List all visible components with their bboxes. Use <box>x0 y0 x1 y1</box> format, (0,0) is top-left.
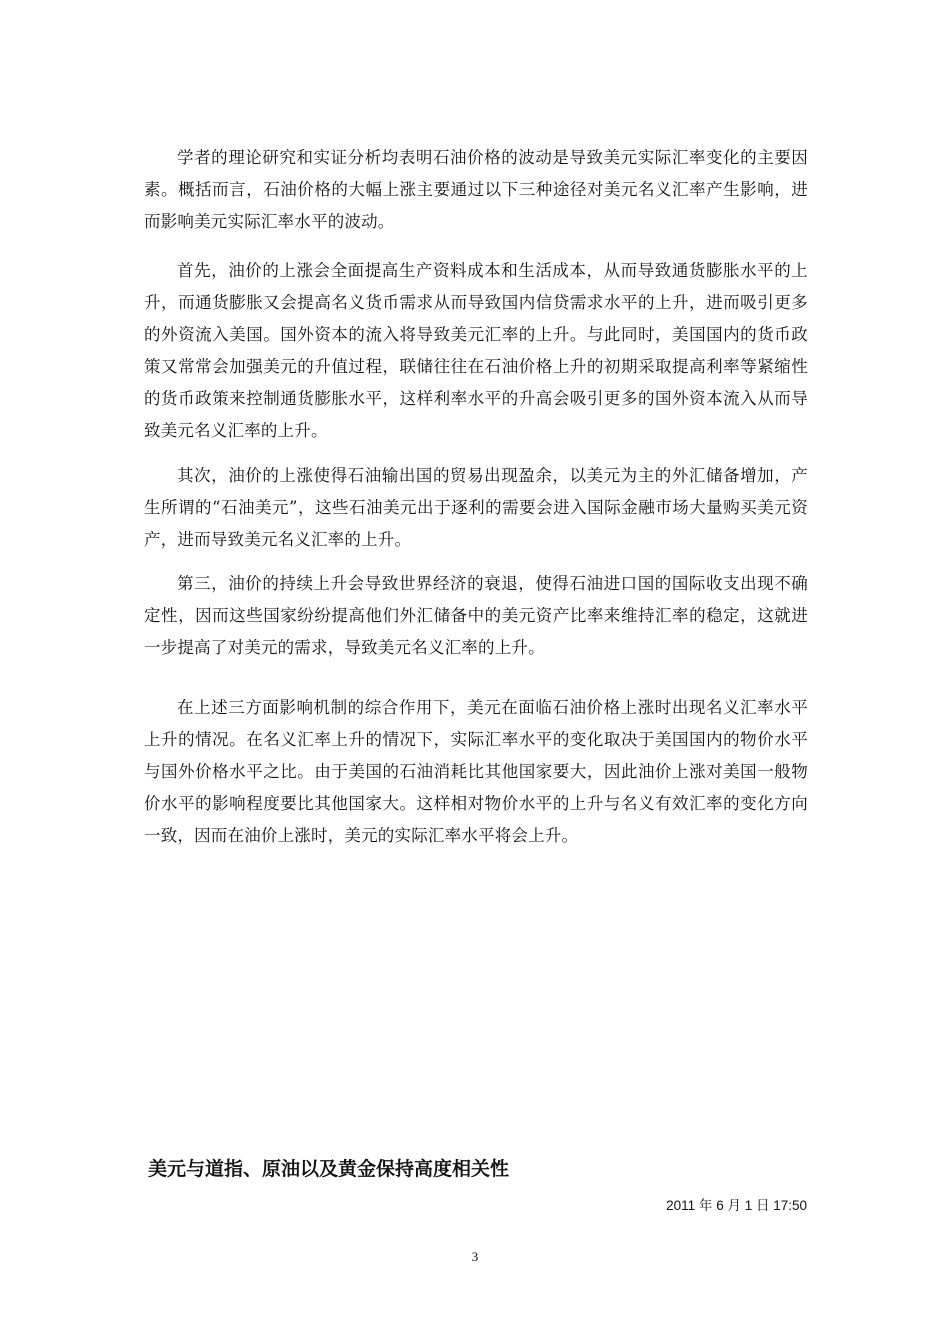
article-title: 美元与道指、原油以及黄金保持高度相关性 <box>148 1158 510 1180</box>
paragraph-third-mechanism: 第三，油价的持续上升会导致世界经济的衰退，使得石油进口国的国际收支出现不确定性，因而这些国家纷纷提高他们外汇储备中的美元资产比率来维持汇率的稳定，这就进一步提高了对美元的需求，导致美元名义汇率的上升。 <box>144 574 808 657</box>
paragraph-second-mechanism: 其次，油价的上涨使得石油输出国的贸易出现盈余，以美元为主的外汇储备增加，产生所谓的“石油美元”，这些石油美元出于逐利的需要会进入国际金融市场大量购买美元资产，进而导致美元名义汇率的上升。 <box>144 466 808 549</box>
article-timestamp: 2011 年 6 月 1 日 17:50 <box>666 1198 807 1213</box>
paragraph-oil-price-overview: 学者的理论研究和实证分析均表明石油价格的波动是导致美元实际汇率变化的主要因素。概括而言，石油价格的大幅上涨主要通过以下三种途径对美元名义汇率产生影响，进而影响美元实际汇率水平的波动。 <box>144 148 808 231</box>
paragraph-first-mechanism: 首先，油价的上涨会全面提高生产资料成本和生活成本，从而导致通货膨胀水平的上升，而通货膨胀又会提高名义货币需求从而导致国内信贷需求水平的上升，进而吸引更多的外资流入美国。国外资本的流入将导致美元汇率的上升。与此同时，美国国内的货币政策又常常会加强美元的升值过程，联储往往在石油价格上升的初期采取提高利率等紧缩性的货币政策来控制通货膨胀水平，这样利率水平的升高会吸引更多的国外资本流入从而导致美元名义汇率的上升。 <box>144 261 808 440</box>
page-number: 3 <box>471 1249 479 1264</box>
paragraph-conclusion: 在上述三方面影响机制的综合作用下，美元在面临石油价格上涨时出现名义汇率水平上升的情况。在名义汇率上升的情况下，实际汇率水平的变化取决于美国国内的物价水平与国外价格水平之比。由于美国的石油消耗比其他国家要大，因此油价上涨对美国一般物价水平的影响程度要比其他国家大。这样相对物价水平的上升与名义有效汇率的变化方向一致，因而在油价上涨时，美元的实际汇率水平将会上升。 <box>144 698 808 845</box>
